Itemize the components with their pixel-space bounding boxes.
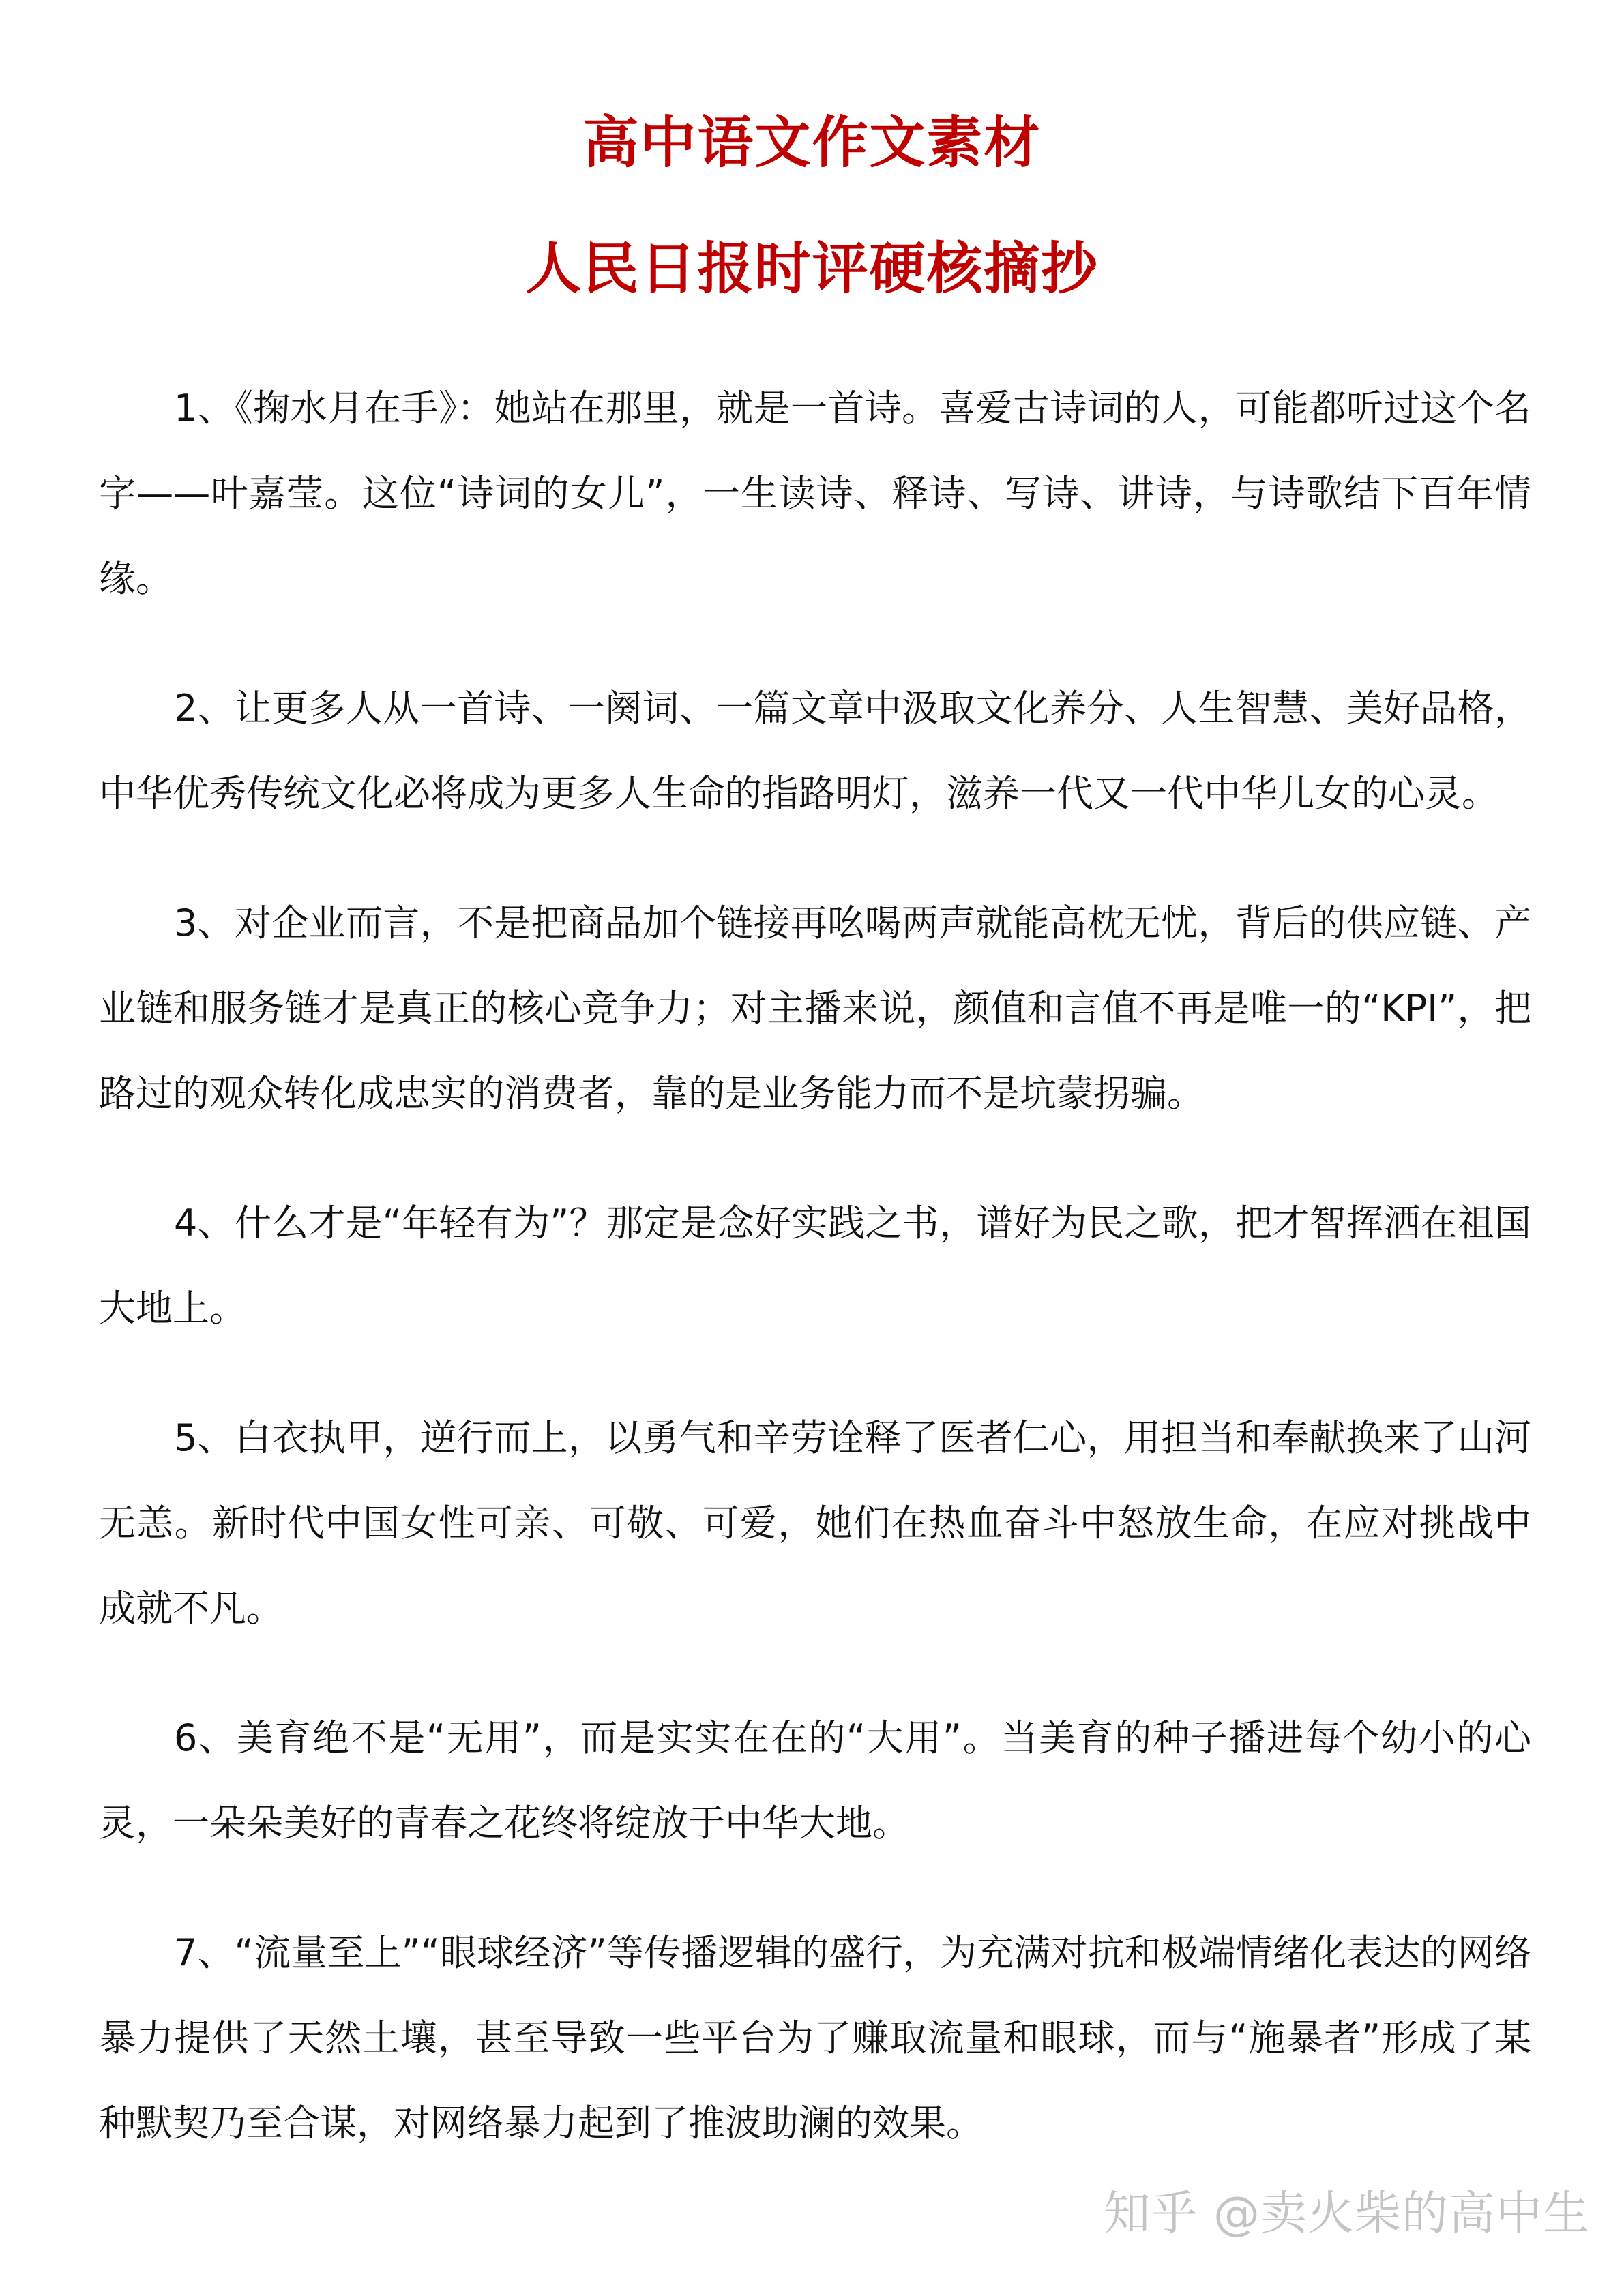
excerpt-item-3: 3、对企业而言，不是把商品加个链接再吆喝两声就能高枕无忧，背后的供应链、产业链和服务链才是真正的核心竞争力；对主播来说，颜值和言值不再是唯一的“KPI”，把路过的观众转化成忠实的消费者，靠的是业务能力而不是坑蒙拐骗。 [99,901,1531,1115]
excerpt-item-7: 7、“流量至上”“眼球经济”等传播逻辑的盛行，为充满对抗和极端情绪化表达的网络暴力提供了天然土壤，甚至导致一些平台为了赚取流量和眼球，而与“施暴者”形成了某种默契乃至合谋，对网络暴力起到了推波助澜的效果。 [99,1931,1531,2145]
excerpt-item-1: 1、《掬水月在手》：她站在那里，就是一首诗。喜爱古诗词的人，可能都听过这个名字——叶嘉莹。这位“诗词的女儿”，一生读诗、释诗、写诗、讲诗，与诗歌结下百年情缘。 [99,387,1531,600]
excerpt-item-6: 6、美育绝不是“无用”，而是实实在在的“大用”。当美育的种子播进每个幼小的心灵，一朵朵美好的青春之花终将绽放于中华大地。 [99,1716,1531,1845]
zhihu-watermark: 知乎 @卖火柴的高中生 [1104,2187,1590,2241]
excerpt-item-5: 5、白衣执甲，逆行而上，以勇气和辛劳诠释了医者仁心，用担当和奉献换来了山河无恙。新时代中国女性可亲、可敬、可爱，她们在热血奋斗中怒放生命，在应对挑战中成就不凡。 [99,1416,1531,1630]
excerpt-item-2: 2、让更多人从一首诗、一阕词、一篇文章中汲取文化养分、人生智慧、美好品格，中华优秀传统文化必将成为更多人生命的指路明灯，滋养一代又一代中华儿女的心灵。 [99,687,1531,815]
document-subtitle: 人民日报时评硬核摘抄 [525,237,1099,301]
excerpt-item-4: 4、什么才是“年轻有为”？那定是念好实践之书，谱好为民之歌，把才智挥洒在祖国大地上。 [99,1202,1531,1330]
document-title: 高中语文作文素材 [582,110,1042,175]
excerpt-list [99,366,1531,2210]
